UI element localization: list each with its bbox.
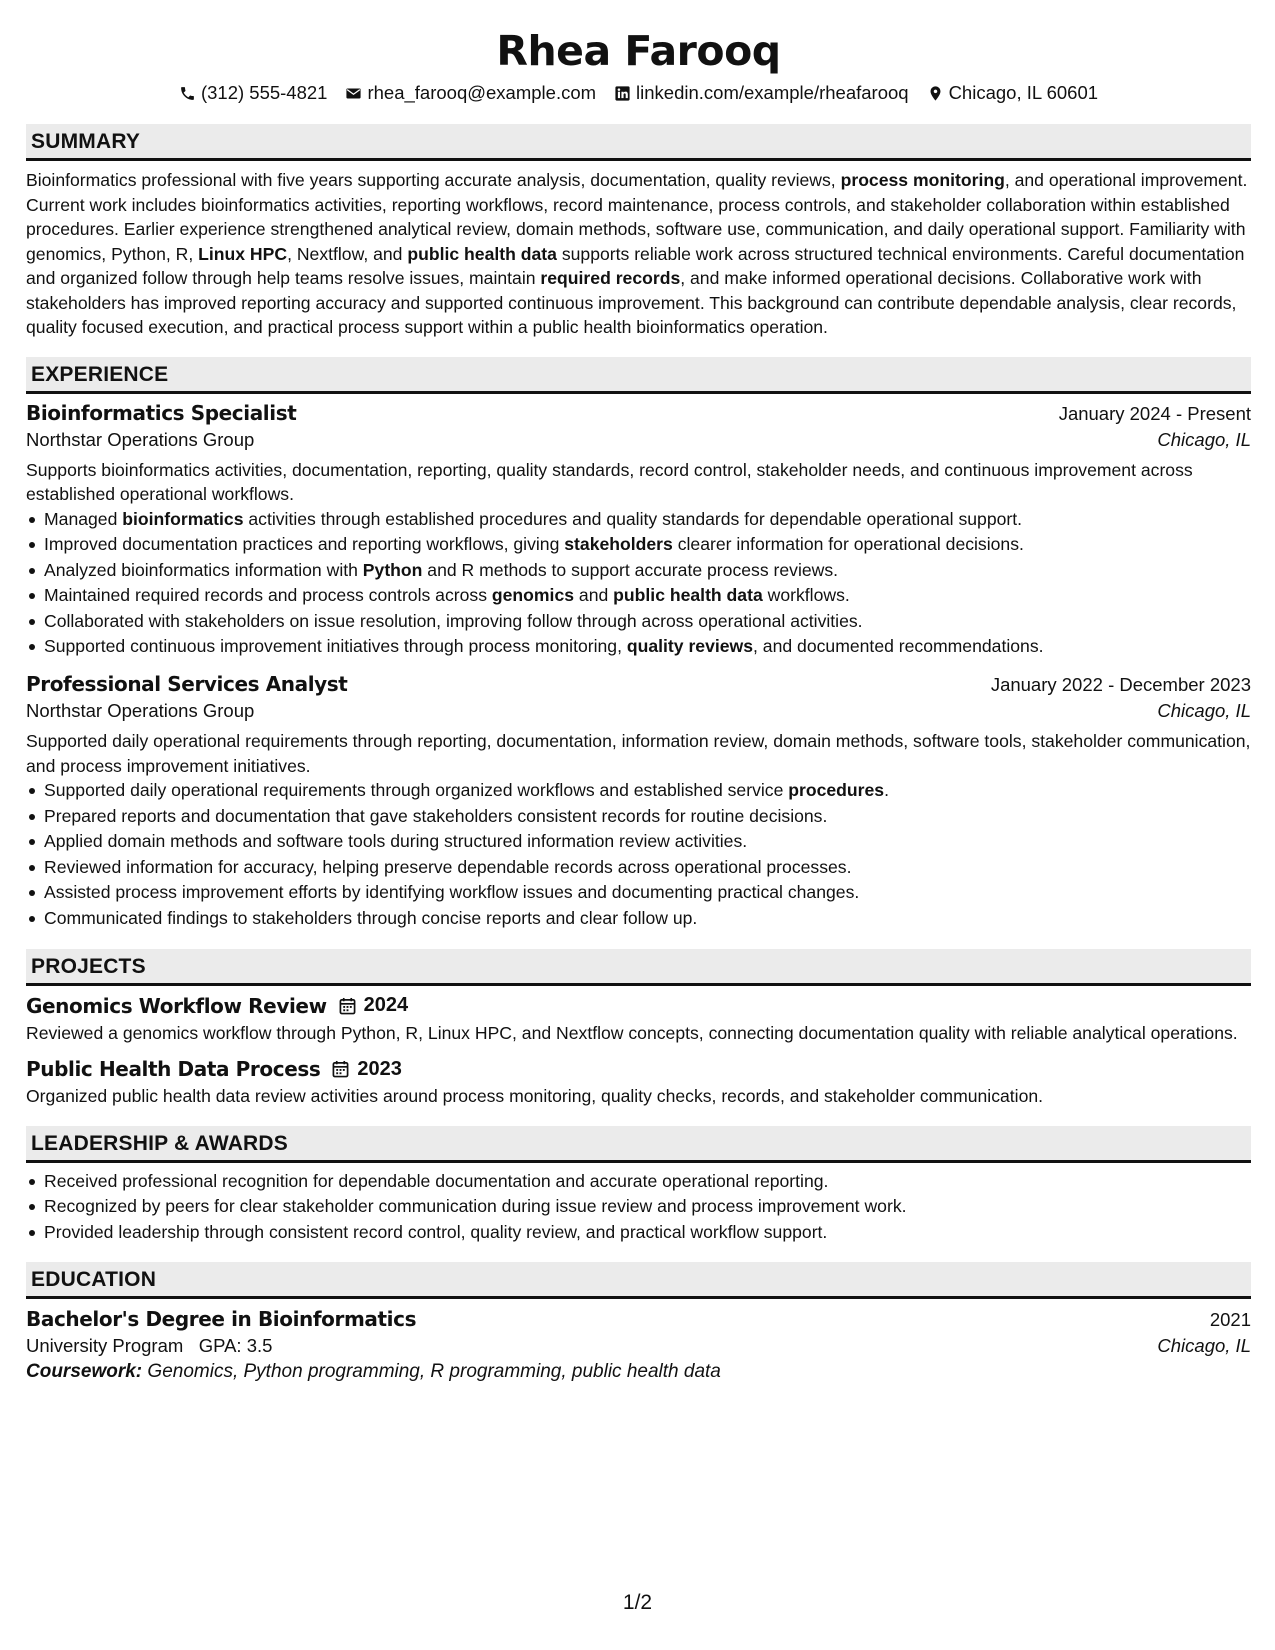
summary-bold-4: required records [540, 268, 681, 288]
coursework-label: Coursework: [26, 1361, 143, 1383]
education-entry [26, 1307, 1251, 1383]
project-title: Genomics Workflow Review [26, 993, 327, 1018]
candidate-name: Rhea Farooq [496, 27, 781, 75]
linkedin-icon [614, 85, 631, 102]
job-entry [26, 401, 1251, 661]
contact-linkedin[interactable] [614, 82, 909, 104]
project-description: Organized public health data review activities around process monitoring, quality checks, records, and stakeholder communication. [26, 1086, 1044, 1107]
job-bullets [26, 778, 1251, 932]
page-number: 1/2 [622, 1591, 653, 1614]
job-location: Chicago, IL [1157, 428, 1251, 450]
summary-text-1: Bioinformatics professional with five years supporting accurate analysis, documentation, quality reviews, [26, 170, 841, 190]
job-entry [26, 672, 1251, 932]
project-entry [26, 994, 1251, 1046]
summary-bold-3: public health data [407, 243, 557, 264]
school-location: Chicago, IL [1157, 1335, 1251, 1357]
phone-text: (312) 555-4821 [200, 82, 328, 103]
project-year: 2023 [357, 1057, 402, 1080]
summary-text-2: , and operational improvement. Current work includes bioinformatics activities, reporting workflows, record maintenance, process controls, and stakeholder collaboration within established procedures. Earlier experience strengthened analytical review, domain methods, software use, communication, and daily operational support. Familiarity with genomics, Python, R, [26, 170, 1248, 264]
contact-bar [26, 80, 1251, 106]
list-item: Collaborated with stakeholders on issue resolution, improving follow through across operational activities. [44, 609, 1251, 635]
project-description: Reviewed a genomics workflow through Python, R, Linux HPC, and Nextflow concepts, connecting documentation quality with reliable analytical operations. [26, 1022, 1238, 1043]
list-item: Communicated findings to stakeholders through concise reports and clear follow up. [44, 906, 1251, 932]
job-title: Bioinformatics Specialist [26, 400, 297, 425]
job-dates: January 2024 - Present [1058, 402, 1251, 424]
projects-heading: PROJECTS [26, 949, 1251, 986]
coursework-list: Genomics, Python programming, R programming, public health data [147, 1361, 721, 1383]
list-item: Supported continuous improvement initiatives through process monitoring, quality reviews, and documented recommendations. [44, 634, 1251, 660]
contact-location [927, 82, 1098, 104]
leadership-heading: LEADERSHIP & AWARDS [26, 1126, 1251, 1163]
summary-text-5: , and make informed operational decisions. Collaborative work with stakeholders has improved reporting accuracy and supported continuous improvement. This background can contribute dependable analysis, clear records, quality focused execution, and practical process support within a public health bioinformatics operation. [26, 268, 1237, 337]
job-dates: January 2022 - December 2023 [990, 674, 1251, 696]
leadership-bullets [26, 1169, 1251, 1246]
list-item: Assisted process improvement efforts by identifying workflow issues and documenting practical changes. [44, 880, 1251, 906]
summary-heading: SUMMARY [26, 124, 1251, 161]
job-summary: Supported daily operational requirements through reporting, documentation, information review, domain methods, software tools, stakeholder communication, and process improvement initiatives. [26, 731, 1251, 776]
linkedin-text: linkedin.com/example/rheafarooq [636, 82, 909, 103]
summary-text-4: supports reliable work across structured technical environments. Careful documentation and organized follow through help teams resolve issues, maintain [26, 243, 1245, 288]
job-title: Professional Services Analyst [26, 672, 348, 697]
education-heading: EDUCATION [26, 1262, 1251, 1299]
contact-phone [179, 82, 328, 104]
job-company: Northstar Operations Group [26, 428, 255, 450]
summary-text-3: , Nextflow, and [287, 243, 408, 264]
job-summary: Supports bioinformatics activities, documentation, reporting, quality standards, record control, stakeholder needs, and continuous improvement across established operational workflows. [26, 459, 1193, 504]
list-item: Supported daily operational requirements through organized workflows and established service procedures. [44, 778, 1251, 804]
email-text: rhea_farooq@example.com [367, 82, 597, 103]
job-location: Chicago, IL [1157, 700, 1251, 722]
graduation-year: 2021 [1209, 1309, 1251, 1331]
job-bullets [26, 507, 1251, 661]
project-date [332, 1058, 402, 1081]
list-item: Recognized by peers for clear stakeholder communication during issue review and process improvement work. [44, 1194, 1251, 1220]
envelope-icon [345, 85, 362, 102]
phone-icon [179, 85, 196, 102]
list-item: Applied domain methods and software tools during structured information review activities. [44, 829, 1251, 855]
contact-email[interactable] [345, 82, 596, 104]
list-item: Analyzed bioinformatics information with Python and R methods to support accurate process reviews. [44, 558, 1251, 584]
calendar-icon [339, 997, 356, 1015]
coursework [26, 1361, 1251, 1383]
list-item: Improved documentation practices and reporting workflows, giving stakeholders clearer information for operational decisions. [44, 532, 1251, 558]
list-item: Received professional recognition for dependable documentation and accurate operational reporting. [44, 1169, 1251, 1195]
list-item: Reviewed information for accuracy, helping preserve dependable records across operational processes. [44, 855, 1251, 881]
school-name: University Program [26, 1335, 184, 1357]
summary-bold-2: Linux HPC [198, 243, 288, 264]
project-date [339, 994, 409, 1017]
job-company: Northstar Operations Group [26, 700, 255, 722]
location-text: Chicago, IL 60601 [948, 82, 1099, 103]
list-item: Prepared reports and documentation that gave stakeholders consistent records for routine decisions. [44, 804, 1251, 830]
project-entry [26, 1057, 1251, 1109]
list-item: Managed bioinformatics activities through established procedures and quality standards for dependable operational support. [44, 507, 1251, 533]
list-item: Maintained required records and process controls across genomics and public health data workflows. [44, 583, 1251, 609]
school-info [26, 1335, 272, 1357]
project-year: 2024 [363, 994, 409, 1017]
calendar-icon [332, 1060, 349, 1078]
map-pin-icon [927, 85, 944, 102]
degree-title: Bachelor's Degree in Bioinformatics [26, 1307, 417, 1332]
gpa: GPA: 3.5 [198, 1335, 273, 1357]
list-item: Provided leadership through consistent record control, quality review, and practical workflow support. [44, 1220, 1251, 1246]
project-title: Public Health Data Process [26, 1057, 321, 1082]
summary-bold-1: process monitoring [840, 170, 1005, 190]
resume-page [26, 0, 1251, 1383]
experience-heading: EXPERIENCE [26, 357, 1251, 394]
summary-paragraph [26, 168, 1251, 340]
